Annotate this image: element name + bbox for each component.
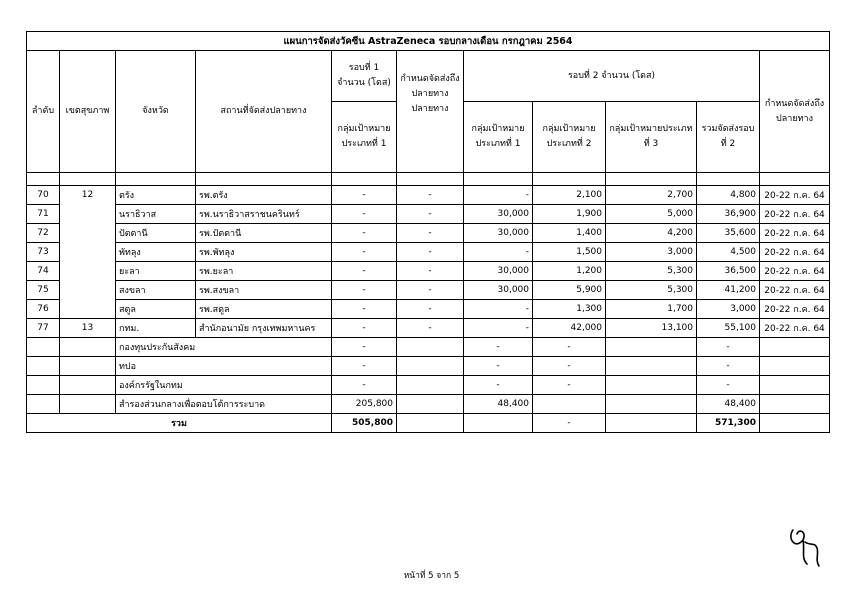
- cell-site: รพ.พัทลุง: [196, 243, 332, 262]
- cell-order: 75: [27, 281, 60, 300]
- cell-r1: -: [332, 224, 397, 243]
- table-row: [27, 262, 830, 281]
- cell-order: 72: [27, 224, 60, 243]
- cell-extra-label: ทปอ: [116, 357, 332, 376]
- cell-province: ตรัง: [116, 186, 196, 205]
- header-round2-deadline: กำหนดจัดส่งถึงปลายทาง: [760, 51, 830, 173]
- cell-site: รพ.ยะลา: [196, 262, 332, 281]
- cell-due: 20-22 ก.ค. 64: [760, 300, 830, 319]
- cell-due: 20-22 ก.ค. 64: [760, 319, 830, 338]
- cell-t2: 42,000: [533, 319, 606, 338]
- cell-site: รพ.สงขลา: [196, 281, 332, 300]
- handwritten-signature: [785, 520, 825, 570]
- cell-t1: -: [464, 243, 533, 262]
- table-row: [27, 319, 830, 338]
- cell-sum-t2: -: [533, 414, 606, 433]
- header-round1: รอบที่ 1 จำนวน (โดส): [332, 51, 397, 102]
- cell-total: 3,000: [697, 300, 760, 319]
- cell-site: สำนักอนามัย กรุงเทพมหานคร: [196, 319, 332, 338]
- cell-t1: 48,400: [464, 395, 533, 414]
- cell-t3: 4,200: [606, 224, 697, 243]
- cell-sum-total: 571,300: [697, 414, 760, 433]
- cell-r1-deadline: -: [397, 205, 464, 224]
- table-row: [27, 281, 830, 300]
- cell-r1: -: [332, 357, 397, 376]
- cell-total: 36,900: [697, 205, 760, 224]
- cell-total: 55,100: [697, 319, 760, 338]
- table-row-reserve: [27, 395, 830, 414]
- cell-sum-label: รวม: [27, 414, 332, 433]
- table-row-extra: [27, 376, 830, 395]
- table-row-extra: [27, 357, 830, 376]
- header-round2: รอบที่ 2 จำนวน (โดส): [464, 51, 760, 102]
- cell-r1: -: [332, 186, 397, 205]
- cell-total: 41,200: [697, 281, 760, 300]
- cell-t2: -: [533, 338, 606, 357]
- cell-due: 20-22 ก.ค. 64: [760, 205, 830, 224]
- cell-r1-deadline: -: [397, 186, 464, 205]
- header-region: เขตสุขภาพ: [60, 51, 116, 173]
- table-row: [27, 224, 830, 243]
- cell-t2: 2,100: [533, 186, 606, 205]
- cell-region: [60, 281, 116, 300]
- cell-total: 35,600: [697, 224, 760, 243]
- cell-t1: -: [464, 357, 533, 376]
- cell-extra-label: องค์กรรัฐในกทม: [116, 376, 332, 395]
- cell-total: -: [697, 338, 760, 357]
- header-destination: สถานที่จัดส่งปลายทาง: [196, 51, 332, 173]
- cell-t2: 1,200: [533, 262, 606, 281]
- cell-region: [60, 243, 116, 262]
- cell-r1: -: [332, 376, 397, 395]
- cell-t2: 5,900: [533, 281, 606, 300]
- cell-t2: -: [533, 376, 606, 395]
- cell-province: สงขลา: [116, 281, 196, 300]
- cell-region: [60, 224, 116, 243]
- header-r1-deadline-sub: ปลายทาง: [397, 102, 464, 173]
- cell-site: รพ.สตูล: [196, 300, 332, 319]
- cell-r1: -: [332, 338, 397, 357]
- cell-order: 74: [27, 262, 60, 281]
- cell-t1: 30,000: [464, 205, 533, 224]
- cell-t3: 3,000: [606, 243, 697, 262]
- table-row: [27, 186, 830, 205]
- cell-t2: -: [533, 357, 606, 376]
- cell-region: [60, 205, 116, 224]
- table-row-sum: [27, 414, 830, 433]
- cell-total: 36,500: [697, 262, 760, 281]
- cell-t1: -: [464, 376, 533, 395]
- cell-due: 20-22 ก.ค. 64: [760, 186, 830, 205]
- table-row: [27, 205, 830, 224]
- cell-t3: 5,300: [606, 262, 697, 281]
- header-r2-target1: กลุ่มเป้าหมายประเภทที่ 1: [464, 102, 533, 173]
- page-footer: หน้าที่ 5 จาก 5: [403, 571, 460, 581]
- cell-province: นราธิวาส: [116, 205, 196, 224]
- cell-sum-r1: 505,800: [332, 414, 397, 433]
- cell-r1: -: [332, 300, 397, 319]
- cell-order: 70: [27, 186, 60, 205]
- cell-r1: -: [332, 319, 397, 338]
- cell-region: 13: [60, 319, 116, 338]
- cell-due: 20-22 ก.ค. 64: [760, 224, 830, 243]
- cell-r1: -: [332, 281, 397, 300]
- cell-reserve-label: สำรองส่วนกลางเพื่อตอบโต้การระบาด: [116, 395, 332, 414]
- cell-due: 20-22 ก.ค. 64: [760, 281, 830, 300]
- cell-r1-deadline: -: [397, 281, 464, 300]
- cell-order: 73: [27, 243, 60, 262]
- cell-r1-deadline: -: [397, 300, 464, 319]
- header-r2-total: รวมจัดส่งรอบที่ 2: [697, 102, 760, 173]
- table-row-extra: [27, 338, 830, 357]
- cell-region: 12: [60, 186, 116, 205]
- cell-t1: -: [464, 338, 533, 357]
- cell-t3: 13,100: [606, 319, 697, 338]
- document-title: แผนการจัดส่งวัคซีน AstraZeneca รอบกลางเดือน กรกฎาคม 2564: [27, 32, 830, 51]
- cell-r1: -: [332, 262, 397, 281]
- cell-site: รพ.ตรัง: [196, 186, 332, 205]
- cell-r1-deadline: -: [397, 262, 464, 281]
- cell-t1: -: [464, 186, 533, 205]
- table-row: [27, 300, 830, 319]
- cell-order: 71: [27, 205, 60, 224]
- header-r2-target2: กลุ่มเป้าหมายประเภทที่ 2: [533, 102, 606, 173]
- cell-site: รพ.นราธิวาสราชนครินทร์: [196, 205, 332, 224]
- cell-site: รพ.ปัตตานี: [196, 224, 332, 243]
- cell-region: [60, 262, 116, 281]
- cell-total: 4,500: [697, 243, 760, 262]
- cell-t2: 1,300: [533, 300, 606, 319]
- cell-total: -: [697, 376, 760, 395]
- cell-due: 20-22 ก.ค. 64: [760, 262, 830, 281]
- cell-due: 20-22 ก.ค. 64: [760, 243, 830, 262]
- cell-province: ปัตตานี: [116, 224, 196, 243]
- header-order: ลำดับ: [27, 51, 60, 173]
- cell-r1-deadline: -: [397, 243, 464, 262]
- cell-t1: -: [464, 300, 533, 319]
- cell-r1-deadline: -: [397, 319, 464, 338]
- cell-region: [60, 300, 116, 319]
- cell-t3: 5,300: [606, 281, 697, 300]
- cell-total: -: [697, 357, 760, 376]
- cell-r1: 205,800: [332, 395, 397, 414]
- cell-t1: -: [464, 319, 533, 338]
- cell-t1: 30,000: [464, 281, 533, 300]
- cell-t1: 30,000: [464, 224, 533, 243]
- cell-t3: 5,000: [606, 205, 697, 224]
- cell-total: 48,400: [697, 395, 760, 414]
- cell-order: 77: [27, 319, 60, 338]
- cell-t3: 2,700: [606, 186, 697, 205]
- cell-r1: -: [332, 205, 397, 224]
- cell-total: 4,800: [697, 186, 760, 205]
- cell-t2: 1,900: [533, 205, 606, 224]
- cell-r1-deadline: -: [397, 224, 464, 243]
- cell-province: ยะลา: [116, 262, 196, 281]
- header-round1-deadline: กำหนดจัดส่งถึงปลายทาง: [397, 51, 464, 102]
- header-r2-target3: กลุ่มเป้าหมายประเภทที่ 3: [606, 102, 697, 173]
- cell-province: สตูล: [116, 300, 196, 319]
- cell-t2: 1,400: [533, 224, 606, 243]
- cell-province: กทม.: [116, 319, 196, 338]
- cell-province: พัทลุง: [116, 243, 196, 262]
- cell-t1: 30,000: [464, 262, 533, 281]
- cell-r1: -: [332, 243, 397, 262]
- cell-order: 76: [27, 300, 60, 319]
- vaccine-allocation-table: [26, 31, 830, 433]
- cell-t2: 1,500: [533, 243, 606, 262]
- table-row: [27, 243, 830, 262]
- header-province: จังหวัด: [116, 51, 196, 173]
- header-r1-target1: กลุ่มเป้าหมายประเภทที่ 1: [332, 102, 397, 173]
- cell-extra-label: กองทุนประกันสังคม: [116, 338, 332, 357]
- cell-t3: 1,700: [606, 300, 697, 319]
